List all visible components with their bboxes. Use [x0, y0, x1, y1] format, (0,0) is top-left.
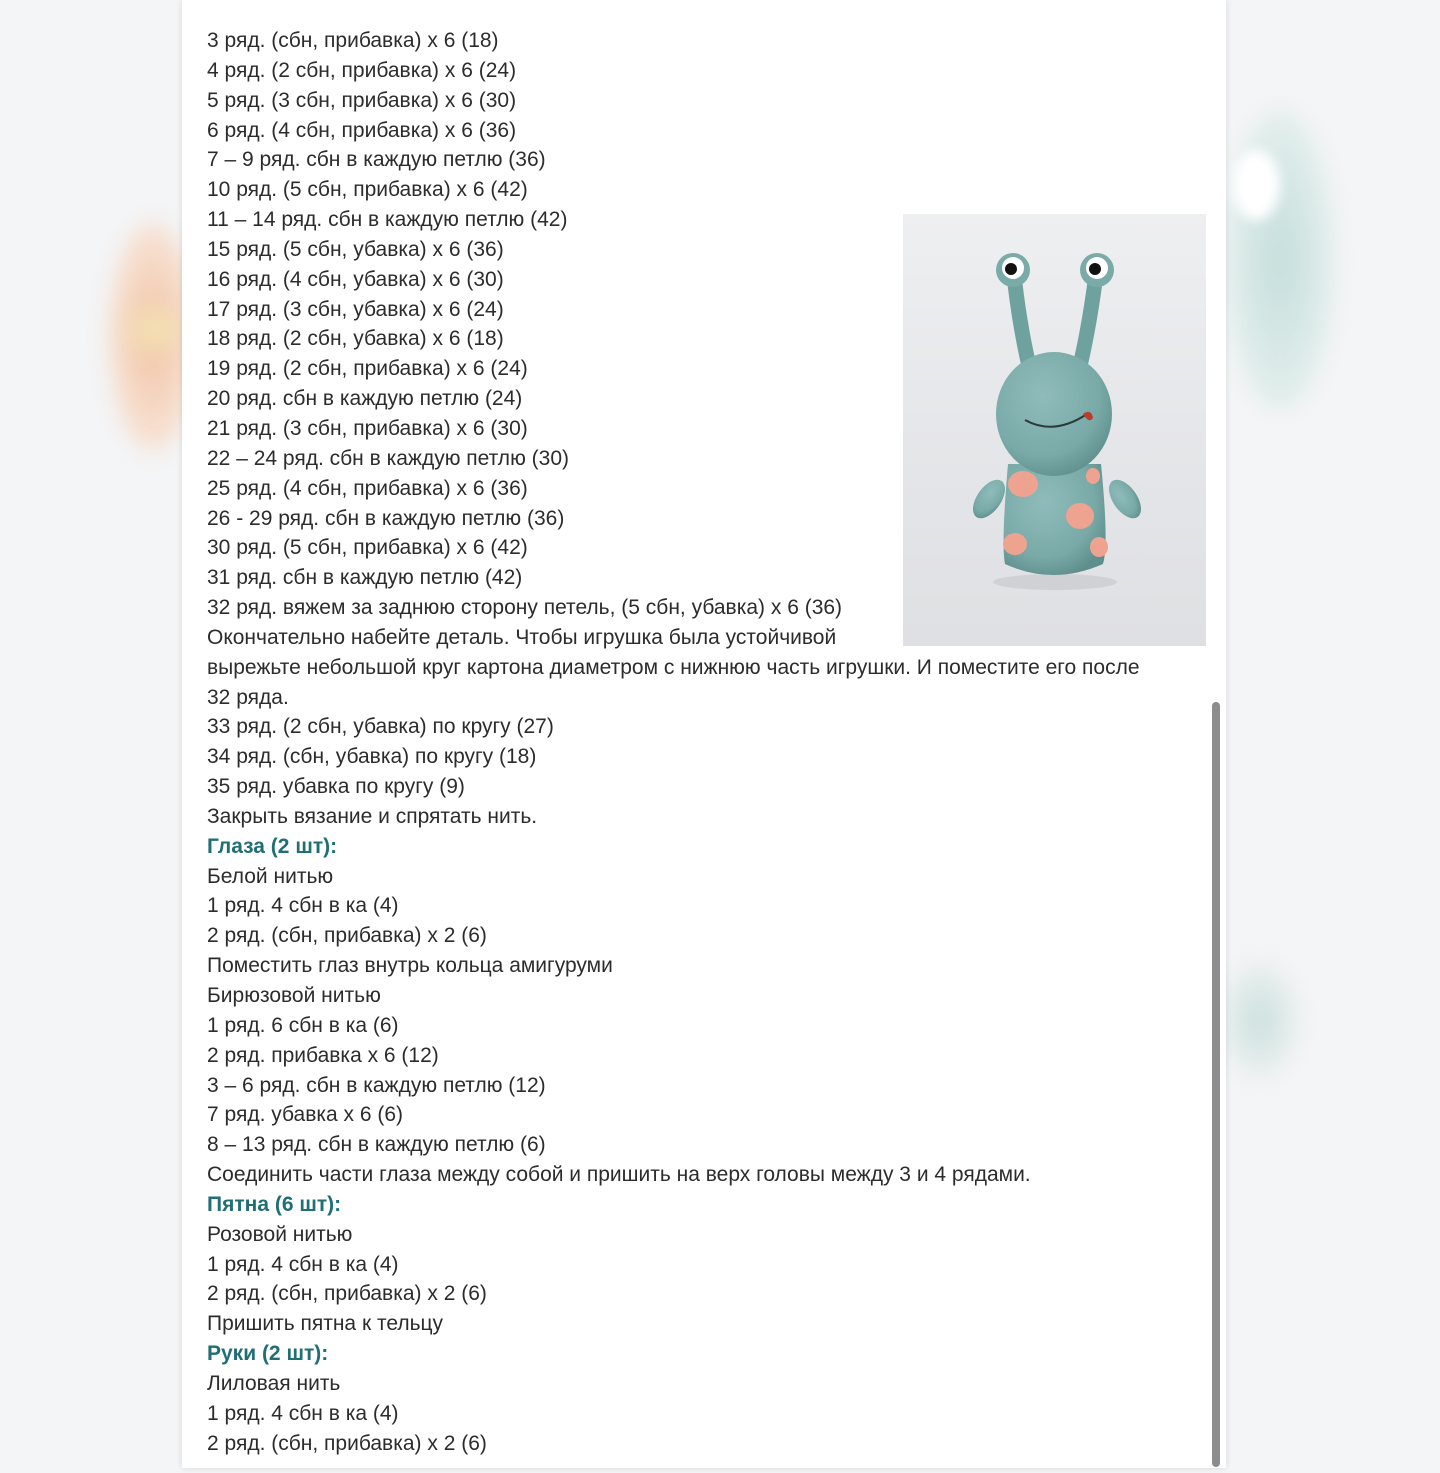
text-line: 25 ряд. (4 сбн, прибавка) х 6 (36) [207, 476, 528, 500]
text-line: 32 ряд. вяжем за заднюю сторону петель, (5 сбн, убавка) х 6 (36) [207, 596, 843, 620]
text-line: 11 – 14 ряд. сбн в каждую петлю (42) [207, 208, 568, 232]
text-line: 19 ряд. (2 сбн, прибавка) х 6 (24) [207, 357, 528, 381]
text-line: 2 ряд. прибавка х 6 (12) [207, 1043, 439, 1067]
crochet-alien-toy-icon [903, 214, 1206, 646]
scrollbar-thumb[interactable] [1212, 702, 1220, 1467]
text-line: 2 ряд. (сбн, прибавка) х 2 (6) [207, 924, 487, 948]
text-line: 1 ряд. 6 сбн в ка (6) [207, 1013, 399, 1037]
text-line: Розовой нитью [207, 1222, 353, 1246]
text-line: Закрыть вязание и спрятать нить. [207, 804, 538, 828]
text-line: 3 – 6 ряд. сбн в каждую петлю (12) [207, 1073, 546, 1097]
text-line: Белой нитью [207, 864, 334, 888]
text-line: 17 ряд. (3 сбн, убавка) х 6 (24) [207, 297, 504, 321]
text-line: Поместить глаз внутрь кольца амигуруми [207, 954, 613, 978]
text-line: 15 ряд. (5 сбн, убавка) х 6 (36) [207, 237, 504, 261]
text-line: 10 ряд. (5 сбн, прибавка) х 6 (42) [207, 178, 528, 202]
toy-photo [903, 214, 1206, 646]
text-line: 2 ряд. (сбн, прибавка) х 2 (6) [207, 1282, 487, 1306]
text-line: 20 ряд. сбн в каждую петлю (24) [207, 387, 523, 411]
text-line: 18 ряд. (2 сбн, убавка) х 6 (18) [207, 327, 504, 351]
background-blur-teal-top [1225, 110, 1335, 410]
text-line: 5 ряд. (3 сбн, прибавка) х 6 (30) [207, 88, 517, 112]
text-line: 8 – 13 ряд. сбн в каждую петлю (6) [207, 1133, 546, 1157]
text-line: Бирюзовой нитью [207, 984, 381, 1007]
background-blur-eye [1232, 150, 1280, 220]
text-line: Соединить части глаза между собой и пришить на верх головы между 3 и 4 рядами. [207, 1163, 1031, 1187]
text-line: 22 – 24 ряд. сбн в каждую петлю (30) [207, 446, 569, 470]
text-line: 16 ряд. (4 сбн, убавка) х 6 (30) [207, 267, 504, 291]
text-line: 6 ряд. (4 сбн, прибавка) х 6 (36) [207, 118, 517, 142]
text-line: 7 ряд. убавка х 6 (6) [207, 1103, 404, 1127]
text-line: Пришить пятна к тельцу [207, 1312, 444, 1336]
text-line: 21 ряд. (3 сбн, прибавка) х 6 (30) [207, 416, 528, 440]
text-line: 1 ряд. 4 сбн в ка (4) [207, 1401, 399, 1425]
section-heading-arms: Руки (2 шт): [207, 1342, 329, 1366]
text-line: 3 ряд. (сбн, прибавка) х 6 (18) [207, 29, 499, 52]
background-blur-teal-bottom [1220, 960, 1300, 1080]
section-heading-eyes: Глаза (2 шт): [207, 834, 338, 858]
text-line: Окончательно набейте деталь. Чтобы игрушка была устойчивой [207, 625, 837, 649]
text-paragraph: вырежьте небольшой круг картона диаметром с нижнюю часть игрушки. И поместите его после 32 ряда. [207, 655, 1140, 709]
text-line: 4 ряд. (2 сбн, прибавка) х 6 (24) [207, 58, 517, 82]
text-line: 2 ряд. (сбн, прибавка) х 2 (6) [207, 1431, 487, 1455]
text-line: 7 – 9 ряд. сбн в каждую петлю (36) [207, 148, 546, 172]
text-line: 1 ряд. 4 сбн в ка (4) [207, 1252, 399, 1276]
text-line: 26 - 29 ряд. сбн в каждую петлю (36) [207, 506, 565, 530]
background-blur-yellow [120, 300, 190, 360]
section-heading-spots: Пятна (6 шт): [207, 1192, 342, 1216]
text-line: 1 ряд. 4 сбн в ка (4) [207, 894, 399, 918]
text-line: 31 ряд. сбн в каждую петлю (42) [207, 566, 523, 590]
text-line: 35 ряд. убавка по кругу (9) [207, 775, 465, 799]
text-line: Лиловая нить [207, 1371, 341, 1395]
text-line: 33 ряд. (2 сбн, убавка) по кругу (27) [207, 715, 554, 739]
text-line: 34 ряд. (сбн, убавка) по кругу (18) [207, 745, 537, 769]
text-line: 30 ряд. (5 сбн, прибавка) х 6 (42) [207, 536, 528, 560]
